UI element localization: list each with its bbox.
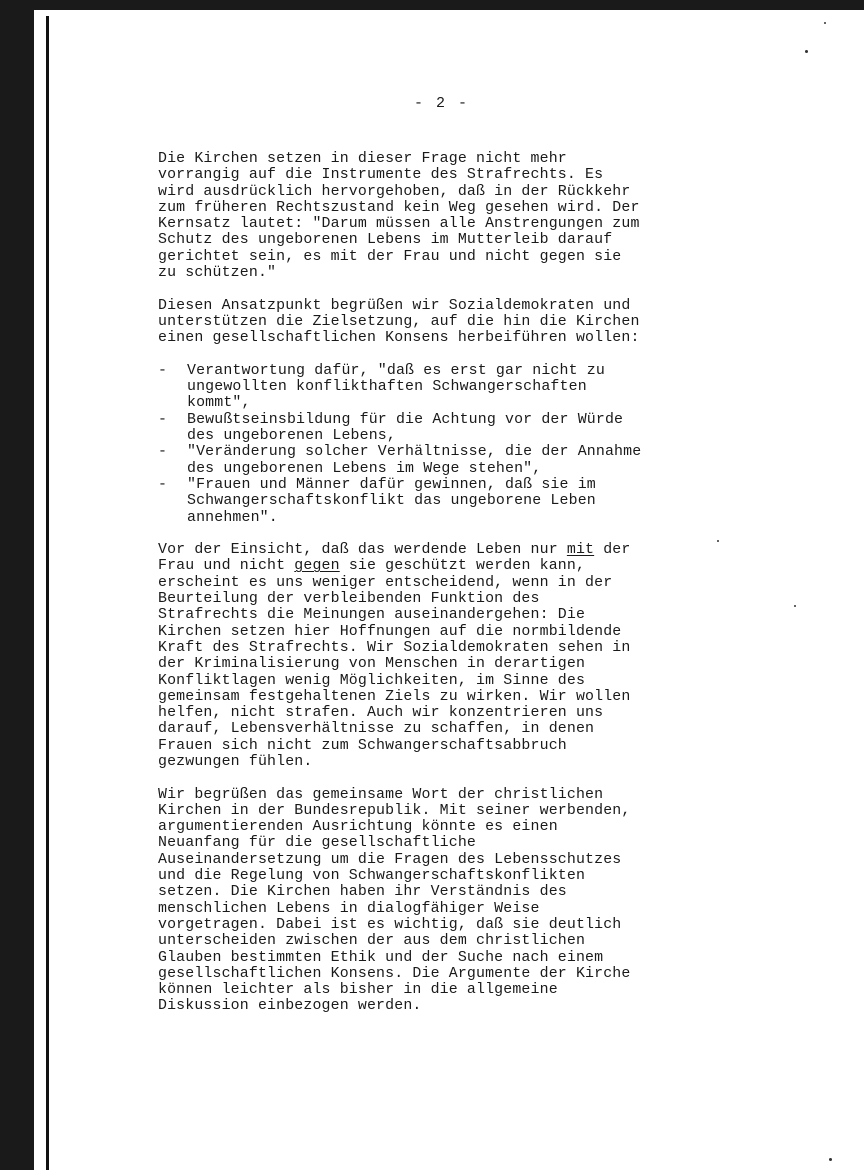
text-line: Kirchen setzen hier Hoffnungen auf die normbildende: [158, 623, 622, 640]
text-line: Frauen sich nicht zum Schwangerschaftsabbruch: [158, 737, 567, 754]
text-line: ungewollten konflikthaften Schwangerschaften: [187, 379, 587, 396]
text-line: darauf, Lebensverhältnisse zu schaffen, in denen: [158, 721, 595, 738]
text-segment: Vor der Einsicht, daß das werdende Leben nur: [158, 542, 567, 559]
text-line: einen gesellschaftlichen Konsens herbeiführen wollen:: [158, 330, 640, 347]
text-line: [158, 558, 728, 574]
text-line: zum früheren Rechtszustand kein Weg gesehen wird. Der: [158, 199, 640, 216]
text-line: Wir begrüßen das gemeinsame Wort der christlichen: [158, 786, 604, 803]
text-line: Bewußtseinsbildung für die Achtung vor der Würde: [187, 411, 624, 428]
text-line: Schutz des ungeborenen Lebens im Mutterleib darauf: [158, 232, 613, 249]
scan-speck: [805, 50, 808, 53]
text-line: Glauben bestimmten Ethik und der Suche nach einem: [158, 949, 604, 966]
text-line: Strafrechts die Meinungen auseinandergehen: Die: [158, 607, 586, 624]
text-line: Schwangerschaftskonflikt das ungeborene Leben: [187, 493, 596, 510]
text-segment: Frau und nicht: [158, 558, 295, 575]
paragraph-4: [158, 787, 728, 1015]
scan-speck: [829, 1158, 832, 1161]
text-line: des ungeborenen Lebens,: [187, 428, 396, 445]
text-line: annehmen".: [187, 509, 278, 526]
scan-speck: [794, 605, 796, 607]
text-line: Diesen Ansatzpunkt begrüßen wir Sozialdemokraten und: [158, 297, 631, 314]
text-line: des ungeborenen Lebens im Wege stehen",: [187, 460, 542, 477]
text-line: Kernsatz lautet: "Darum müssen alle Anstrengungen zum: [158, 216, 640, 233]
list-dash: -: [158, 476, 168, 493]
left-margin-rule: [46, 16, 49, 1170]
text-line: argumentierenden Ausrichtung könnte es einen: [158, 819, 558, 836]
text-line: zu schützen.": [158, 265, 277, 282]
text-line: Diskussion einbezogen werden.: [158, 998, 422, 1015]
text-segment: der: [594, 542, 631, 559]
text-line: Beurteilung der verbleibenden Funktion des: [158, 591, 540, 608]
text-segment: sie geschützt werden kann,: [339, 558, 586, 575]
text-line: gerichtet sein, es mit der Frau und nicht gegen sie: [158, 248, 622, 265]
list-item: [158, 477, 728, 526]
text-line: Die Kirchen setzen in dieser Frage nicht mehr: [158, 151, 567, 167]
text-line: und die Regelung von Schwangerschaftskonflikten: [158, 868, 586, 885]
text-line: menschlichen Lebens in dialogfähiger Weise: [158, 900, 540, 917]
paragraph-2: [158, 298, 728, 347]
paragraph-1: [158, 151, 728, 281]
page-number: - 2 -: [414, 95, 470, 112]
text-line: Kirchen in der Bundesrepublik. Mit seiner werbenden,: [158, 802, 631, 819]
underlined-word: mit: [566, 542, 595, 559]
text-line: Verantwortung dafür, "daß es erst gar nicht zu: [187, 362, 605, 379]
underlined-word: gegen: [294, 558, 340, 575]
text-line: "Veränderung solcher Verhältnisse, die der Annahme: [187, 444, 642, 461]
text-line: wird ausdrücklich hervorgehoben, daß in der Rückkehr: [158, 183, 631, 200]
scan-speck: [717, 540, 719, 542]
body-text: [158, 151, 728, 1031]
list-dash: -: [158, 411, 168, 428]
text-line: gezwungen fühlen.: [158, 753, 313, 770]
scan-speck: [824, 22, 826, 24]
text-line: unterscheiden zwischen der aus dem christlichen: [158, 933, 586, 950]
text-line: helfen, nicht strafen. Auch wir konzentrieren uns: [158, 705, 604, 722]
text-line: Kraft des Strafrechts. Wir Sozialdemokraten sehen in: [158, 639, 631, 656]
list-item: [158, 412, 728, 445]
paragraph-3: [158, 542, 728, 770]
text-line: "Frauen und Männer dafür gewinnen, daß sie im: [187, 476, 596, 493]
list-item: [158, 444, 728, 477]
list-dash: -: [158, 444, 168, 461]
text-line: Konfliktlagen wenig Möglichkeiten, im Sinne des: [158, 672, 586, 689]
text-line: gesellschaftlichen Konsens. Die Argumente der Kirche: [158, 965, 631, 982]
list-item: [158, 363, 728, 412]
text-line: erscheint es uns weniger entscheidend, wenn in der: [158, 574, 613, 591]
text-line: [158, 542, 728, 558]
text-line: gemeinsam festgehaltenen Ziels zu wirken. Wir wollen: [158, 688, 631, 705]
text-line: können leichter als bisher in die allgemeine: [158, 982, 558, 999]
goals-list: [158, 363, 728, 526]
list-dash: -: [158, 362, 168, 379]
document-page: [34, 10, 864, 1170]
text-line: vorgetragen. Dabei ist es wichtig, daß sie deutlich: [158, 916, 622, 933]
text-line: kommt",: [187, 395, 251, 412]
text-line: Auseinandersetzung um die Fragen des Lebensschutzes: [158, 851, 622, 868]
text-line: der Kriminalisierung von Menschen in derartigen: [158, 656, 586, 673]
text-line: vorrangig auf die Instrumente des Strafrechts. Es: [158, 167, 604, 184]
text-line: Neuanfang für die gesellschaftliche: [158, 835, 477, 852]
text-line: setzen. Die Kirchen haben ihr Verständnis des: [158, 884, 567, 901]
text-line: unterstützen die Zielsetzung, auf die hin die Kirchen: [158, 313, 640, 330]
